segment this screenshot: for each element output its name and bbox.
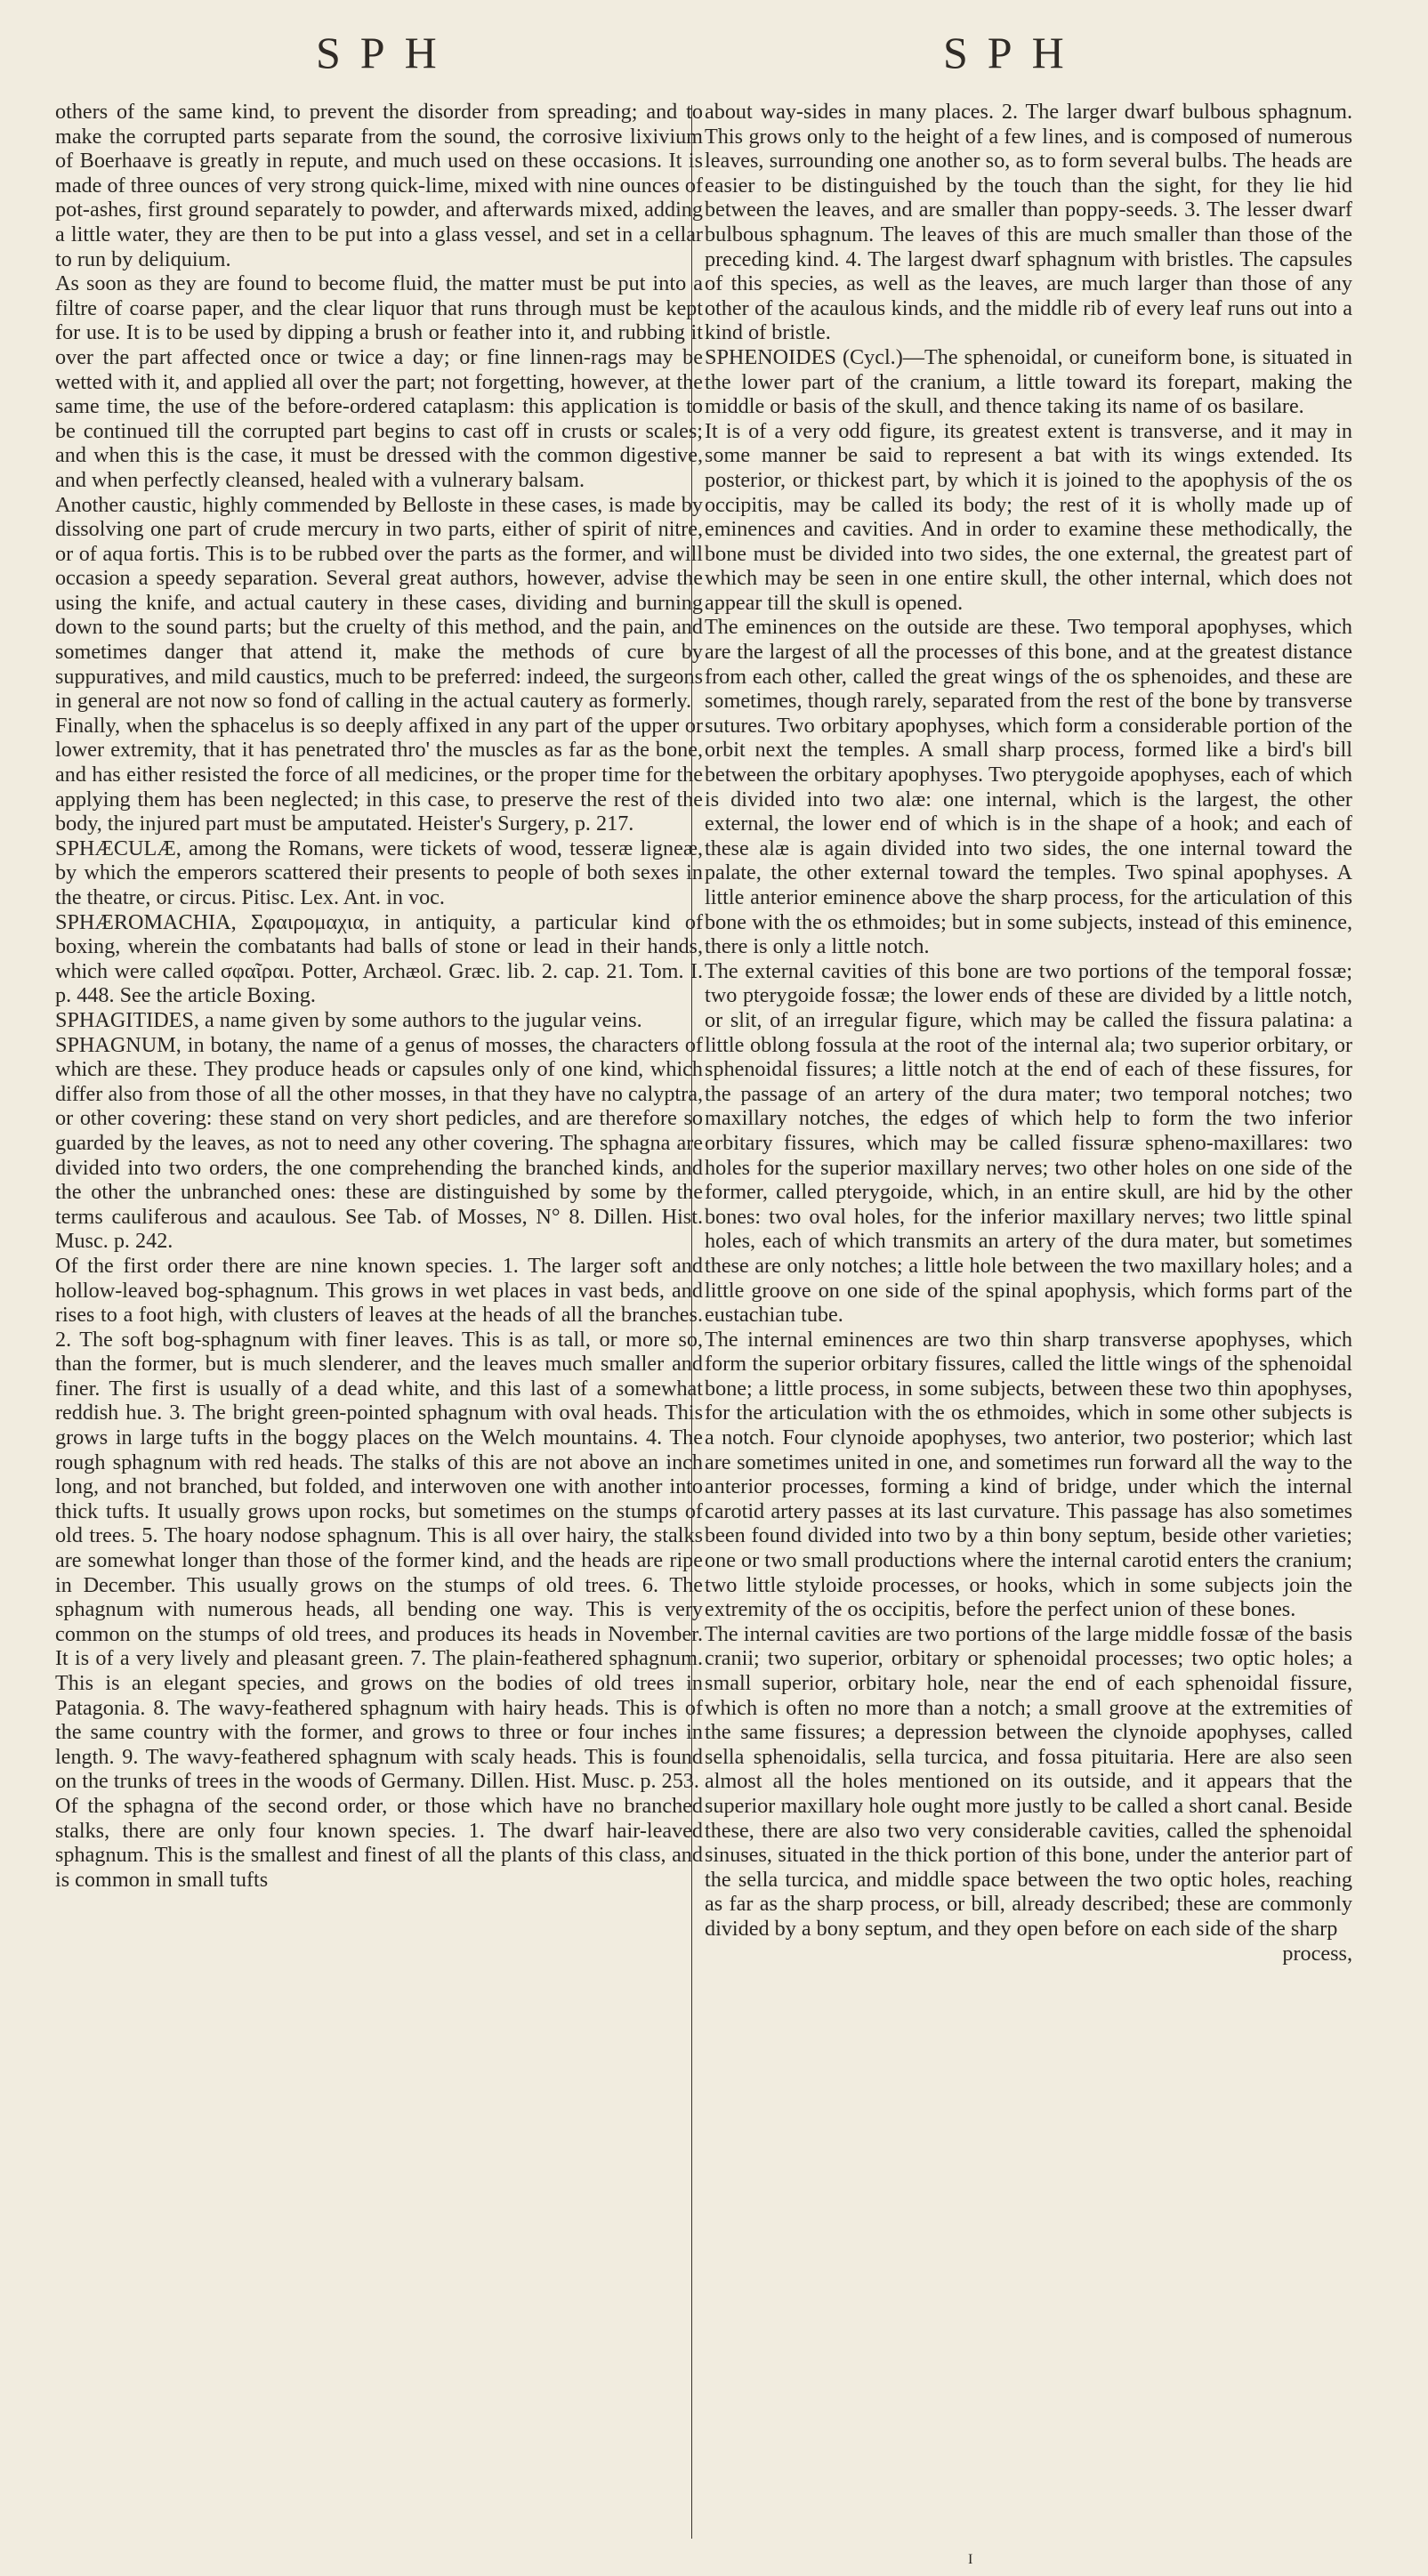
paragraph: As soon as they are found to become fluid, the matter must be put into a filtre of coarse paper, and the clear liquor that runs through must be kept for use. It is to be used by dipping a brush or feather into it, and rubbing it over the part affected once or twice a day; or fine linnen-rags may be wetted with it, and applied all over the part; not forgetting, however, at the same time, the use of the before-ordered cataplasm: this application is to be continued till the corrupted part begins to cast off in crusts or scales; and when this is the case, it must be dressed with the common digestive, and when perfectly cleansed, healed with a vulnerary balsam. <box>55 271 703 492</box>
left-column <box>55 100 703 1892</box>
paragraph: Finally, when the sphacelus is so deeply affixed in any part of the upper or lower extremity, that it has penetrated thro' the muscles as far as the bone, and has either resisted the force of all medicines, or the proper time for the applying them has been neglected; in this case, to preserve the rest of the body, the injured part must be amputated. Heister's Surgery, p. 217. <box>55 713 703 836</box>
entry-sphagitides: SPHAGITIDES, a name given by some authors to the jugular veins. <box>55 1007 642 1032</box>
right-column <box>705 100 1352 1966</box>
paragraph: The external cavities of this bone are two portions of the temporal fossæ; two pterygoide fossæ; the lower ends of these are divided by a little notch, or slit, of an irregular figure, which may be called the fissura palatina: a little oblong fossula at the root of the internal ala; two superior orbitary, or sphenoidal fissures; a little notch at the end of each of these fissures, for the passage of an artery of the dura mater; two temporal notches; two maxillary notches, the edges of which help to form the two inferior orbitary fissures, which may be called fissuræ spheno-maxillares: two holes for the superior maxillary nerves; two other holes on one side of the former, called pterygoide, which, in an entire skull, are hid by the other bones: two oval holes, for the inferior maxillary nerves; two little spinal holes, each of which transmits an artery of the dura mater, but sometimes these are only notches; a little hole between the two maxillary holes; and a little groove on one side of the spinal apophysis, which forms part of the eustachian tube. <box>705 958 1352 1328</box>
entry-sphenoides: SPHENOIDES (Cycl.)—The sphenoidal, or cuneiform bone, is situated in the lower part of the cranium, a little toward its forepart, making the middle or basis of the skull, and thence taking its name of os basilare. <box>705 344 1352 419</box>
paragraph: The internal cavities are two portions of the large middle fossæ of the basis cranii; two superior, orbitary or sphenoidal processes; two optic holes; a small superior, orbitary hole, near the end of each sphenoidal fissure, which is often no more than a notch; a small groove at the extremities of the same fissures; a depression between the clynoide apophyses, called sella sphenoidalis, sella turcica, and fossa pituitaria. Here are also seen almost all the holes mentioned on its outside, and it appears that the superior maxillary hole ought more justly to be called a short canal. Beside these, there are also two very considerable cavities, called the sphenoidal sinuses, situated in the thick portion of this bone, under the anterior part of the sella turcica, and middle space between the two optic holes, reaching as far as the sharp process, or bill, already described; these are commonly divided by a bony septum, and they open before on each side of the sharp <box>705 1621 1352 1941</box>
paragraph: others of the same kind, to prevent the disorder from spreading; and to make the corrupted parts separate from the sound, the corrosive lixivium of Boerhaave is greatly in repute, and much used on these occasions. It is made of three ounces of very strong quick-lime, mixed with nine ounces of pot-ashes, first ground separately to powder, and afterwards mixed, adding a little water, they are then to be put into a glass vessel, and set in a cellar to run by deliquium. <box>55 100 703 271</box>
signature-mark: I <box>968 2552 973 2567</box>
header-left: SPH <box>316 28 456 77</box>
paragraph: It is of a very odd figure, its greatest extent is transverse, and it may in some manner be said to represent a bat with its wings extended. Its posterior, or thickest part, by which it is joined to the apophysis of the os occipitis, may be called its body; the rest of it is wholly made up of eminences and cavities. And in order to examine these methodically, the bone must be divided into two sides, the one external, the greatest part of which may be seen in one entire skull, the other internal, which does not appear till the skull is opened. <box>705 418 1352 615</box>
paragraph: The eminences on the outside are these. Two temporal apophyses, which are the largest of all the processes of this bone, and at the greatest distance from each other, called the great wings of the os sphenoides, and these are sometimes, though rarely, separated from the rest of the bone by transverse sutures. Two orbitary apophyses, which form a considerable portion of the orbit next the temples. A small sharp process, formed like a bird's bill between the orbitary apophyses. Two pterygoide apophyses, each of which is divided into two alæ: one internal, which is the largest, the other external, the lower end of which is in the shape of a hook; and each of these alæ is again divided into two sides, the one internal toward the palate, the other external toward the temples. Two spinal apophyses. A little anterior eminence above the sharp process, for the articulation of this bone with the os ethmoides; but in some subjects, instead of this eminence, there is only a little notch. <box>705 615 1352 959</box>
entry-sphagnum: SPHAGNUM, in botany, the name of a genus of mosses, the characters of which are these. They produce heads or capsules only of one kind, which differ also from those of all the other mosses, in that they have no calyptra, or other covering: these stand on very short pedicles, and are therefore so guarded by the leaves, as not to need any other covering. The sphagna are divided into two orders, the one comprehending the branched kinds, and the other the unbranched ones: these are distinguished by some by the terms cauliferous and acaulous. See Tab. of Mosses, N° 8. Dillen. Hist. Musc. p. 242. <box>55 1032 703 1254</box>
paragraph: about way-sides in many places. 2. The larger dwarf bulbous sphagnum. This grows only to the height of a few lines, and is composed of numerous leaves, surrounding one another so, as to form several bulbs. The heads are easier to be distinguished by the touch than the sight, for they lie hid between the leaves, and are smaller than poppy-seeds. 3. The lesser dwarf bulbous sphagnum. The leaves of this are much smaller than those of the preceding kind. 4. The largest dwarf sphagnum with bristles. The capsules of this species, as well as the leaves, are much larger than those of any other of the acaulous kinds, and the middle rib of every leaf runs out into a kind of bristle. <box>705 100 1352 345</box>
paragraph: Another caustic, highly commended by Belloste in these cases, is made by dissolving one part of crude mercury in two parts, either of spirit of nitre, or of aqua fortis. This is to be rubbed over the parts as the former, and will occasion a speedy separation. Several great authors, however, advise the using the knife, and actual cautery in these cases, dividing and burning down to the sound parts; but the cruelty of this method, and the pain, and sometimes danger that attend it, make the methods of cure by suppuratives, and mild caustics, much to be preferred: indeed, the surgeons in general are not now so fond of calling in the actual cautery as formerly. <box>55 492 703 714</box>
entry-sphaeculae: SPHÆCULÆ, among the Romans, were tickets of wood, tesseræ ligneæ, by which the emperors scattered their presents to people of both sexes in the theatre, or circus. Pitisc. Lex. Ant. in voc. <box>55 836 703 909</box>
paragraph: The internal eminences are two thin sharp transverse apophyses, which form the superior orbitary fissures, called the little wings of the sphenoidal bone; a little process, in some subjects, between these two thin apophyses, for the articulation with the os ethmoides, which in some other subjects is a notch. Four clynoide apophyses, two anterior, two posterior; which last are sometimes united in one, and sometimes run forward all the way to the anterior processes, forming a kind of bridge, under which the internal carotid artery passes at its last curvature. This passage has also sometimes been found divided into two by a thin bony septum, beside other varieties; one or two small productions where the internal carotid enters the cranium; two little styloide processes, or hooks, which in some subjects join the extremity of the os occipitis, before the perfect union of these bones. <box>705 1327 1352 1622</box>
catchword: process, <box>1282 1941 1352 1966</box>
paragraph: Of the sphagna of the second order, or those which have no branched stalks, there are only four known species. 1. The dwarf hair-leaved sphagnum. This is the smallest and finest of all the plants of this class, and is common in small tufts <box>55 1793 703 1892</box>
running-header <box>0 27 1428 89</box>
paragraph: Of the first order there are nine known species. 1. The larger soft and hollow-leaved bog-sphagnum. This grows in wet places in vast beds, and rises to a foot high, with clusters of leaves at the heads of all the branches. 2. The soft bog-sphagnum with finer leaves. This is as tall, or more so, than the former, but is much slenderer, and the leaves much smaller and finer. The first is usually of a dead white, and this last of a somewhat reddish hue. 3. The bright green-pointed sphagnum with oval heads. This grows in large tufts in the boggy places on the Welch mountains. 4. The rough sphagnum with red heads. The stalks of this are not above an inch long, and not branched, but folded, and interwoven one with another into thick tufts. It usually grows upon rocks, but sometimes on the stumps of old trees. 5. The hoary nodose sphagnum. This is all over hairy, the stalks are somewhat longer than those of the former kind, and the heads are ripe in December. This usually grows on the stumps of old trees. 6. The sphagnum with numerous heads, all bending one way. This is very common on the stumps of old trees, and produces its heads in November. It is of a very lively and pleasant green. 7. The plain-feathered sphagnum. This is an elegant species, and grows on the bodies of old trees in Patagonia. 8. The wavy-feathered sphagnum with hairy heads. This is of the same country with the former, and grows to three or four inches in length. 9. The wavy-feathered sphagnum with scaly heads. This is found on the trunks of trees in the woods of Germany. Dillen. Hist. Musc. p. 253. <box>55 1253 703 1794</box>
header-right: SPH <box>943 28 1084 77</box>
entry-sphaeromachia: SPHÆROMACHIA, Σφαιρομαχια, in antiquity, a particular kind of boxing, wherein the combatants had balls of stone or lead in their hands, which were called σφαῖραι. Potter, Archæol. Græc. lib. 2. cap. 21. Tom. I. p. 448. See the article Boxing. <box>55 909 703 1008</box>
